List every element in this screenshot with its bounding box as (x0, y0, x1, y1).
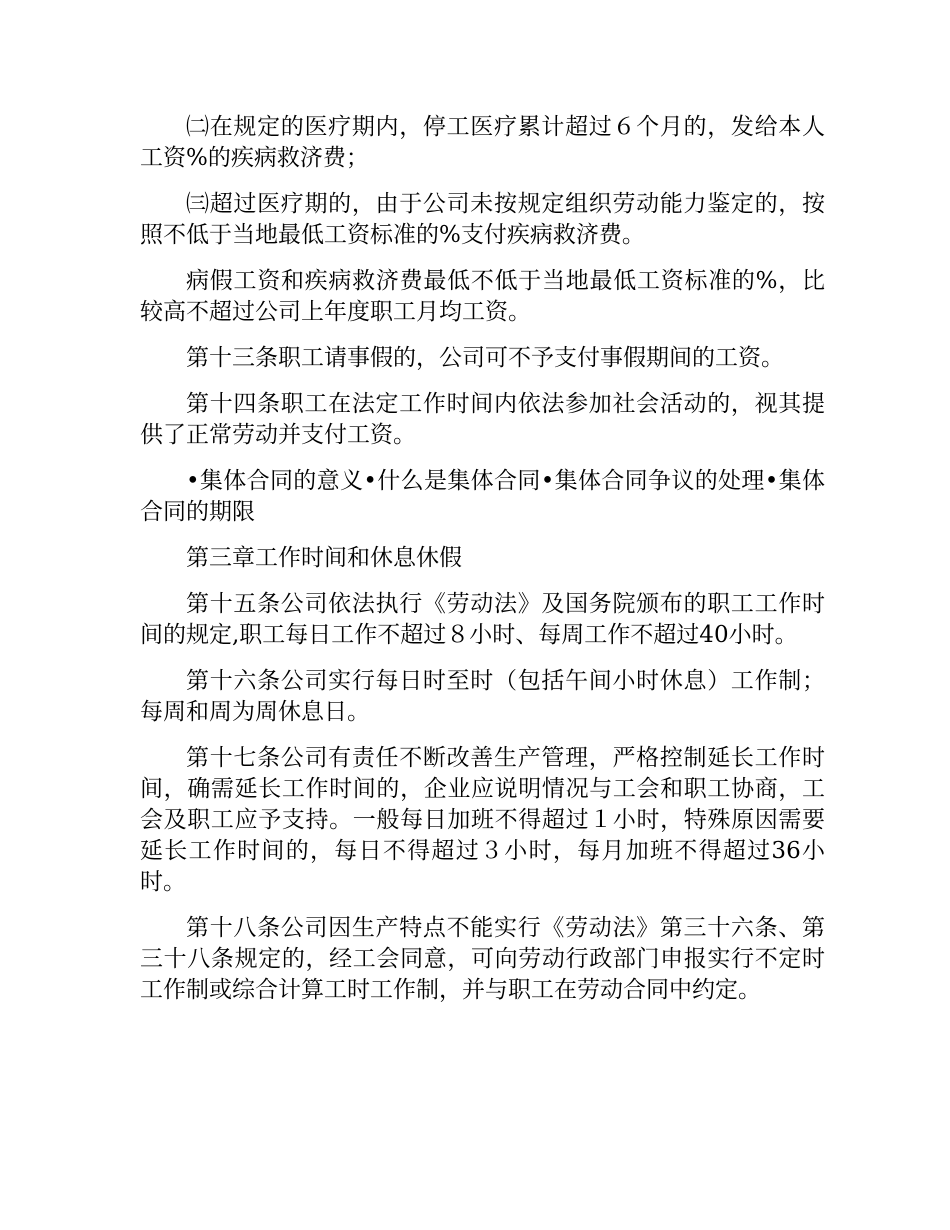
paragraph-article-15: 第十五条公司依法执行《劳动法》及国务院颁布的职工工作时间的规定,职工每日工作不超过８小时、每周工作不超过40小时。 (140, 591, 825, 648)
paragraph-collective-contract-links: •集体合同的意义•什么是集体合同•集体合同争议的处理•集体合同的期限 (140, 468, 825, 525)
paragraph-article-16: 第十六条公司实行每日时至时（包括午间小时休息）工作制；每周和周为周休息日。 (140, 668, 825, 725)
paragraph-beyond-medical-period: ㈢超过医疗期的，由于公司未按规定组织劳动能力鉴定的，按照不低于当地最低工资标准的%支付疾病救济费。 (140, 191, 825, 248)
paragraph-sick-pay-limits: 病假工资和疾病救济费最低不低于当地最低工资标准的%，比较高不超过公司上年度职工月均工资。 (140, 268, 825, 325)
chapter-heading-3: 第三章工作时间和休息休假 (186, 545, 462, 571)
paragraph-article-14: 第十四条职工在法定工作时间内依法参加社会活动的，视其提供了正常劳动并支付工资。 (140, 391, 825, 448)
paragraph-sick-pay-60: ㈡在规定的医疗期内，停工医疗累计超过６个月的，发给本人工资%的疾病救济费； (140, 114, 825, 171)
paragraph-article-17: 第十七条公司有责任不断改善生产管理，严格控制延长工作时间，确需延长工作时间的，企业应说明情况与工会和职工协商，工会及职工应予支持。一般每日加班不得超过１小时，特殊原因需要延长工作时间的，每日不得超过３小时，每月加班不得超过36小时。 (140, 745, 825, 895)
paragraph-article-18: 第十八条公司因生产特点不能实行《劳动法》第三十六条、第三十八条规定的，经工会同意，可向劳动行政部门申报实行不定时工作制或综合计算工时工作制，并与职工在劳动合同中约定。 (140, 915, 825, 1003)
paragraph-article-13: 第十三条职工请事假的，公司可不予支付事假期间的工资。 (186, 345, 784, 371)
document-page (140, 112, 825, 1021)
